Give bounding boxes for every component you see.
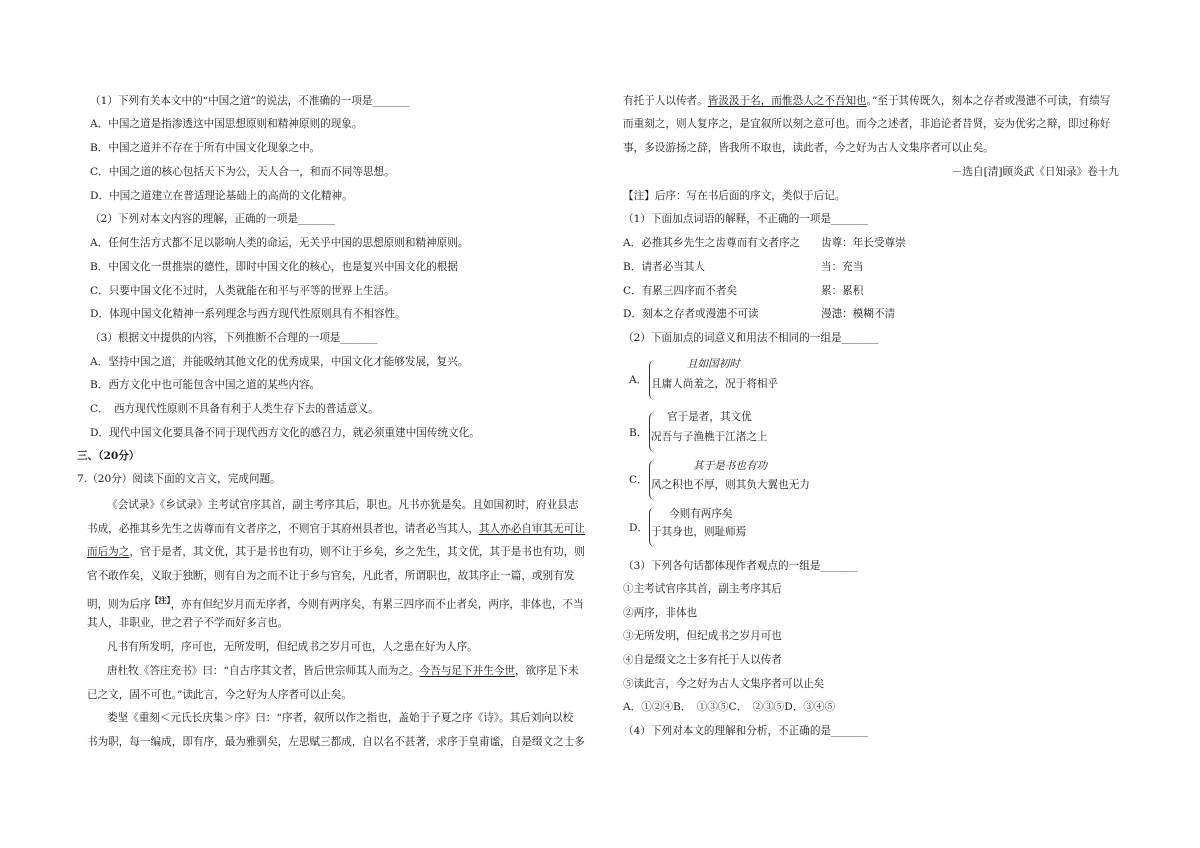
passage-line: 而后为之，官于是者，其文优，其于是书也有功，则不让于乡矣，乡之先生，其文优，其于是书也有功，则	[87, 546, 585, 558]
q1-option-a: A．中国之道是指渗透这中国思想原则和精神原则的现象。	[90, 118, 363, 130]
q3-stem: （3）根据文中提供的内容，下列推断不合理的一项是_______	[90, 332, 378, 344]
q7-stem: 7.（20分）阅读下面的文言文，完成问题。	[77, 473, 281, 485]
q3-option-d: D．现代中国文化要具备不同于现代西方文化的感召力，就必须重建中国传统文化。	[90, 427, 480, 439]
q1-option-d: D．中国之道建立在普适理论基础上的高尚的文化精神。	[90, 190, 353, 202]
q1-option-c: C．中国之道的核心包括天下为公，天人合一，和而不同等思想。	[90, 166, 395, 178]
rq2-option-b-label: B．	[629, 427, 648, 439]
rq2-option-c-label: C．	[629, 474, 648, 486]
underlined-sentence: 皆汲汲于名，而惟恐人之不吾知也	[707, 95, 867, 107]
q2-option-d: D．体现中国文化精神一系列理念与西方现代性原则具有不相容性。	[90, 308, 406, 320]
section-heading: 三、（20分）	[77, 450, 140, 462]
rq3-item-5: ⑤读此言，今之好为古人文集序者可以止矣	[623, 678, 825, 690]
rq4-stem: （4）下列对本文的理解和分析，不正确的是_______	[623, 725, 869, 737]
rq3-item-3: ③无所发明，但纪成书之岁月可也	[623, 630, 782, 642]
rq3-item-2: ②两序，非体也	[623, 607, 698, 619]
rq1-option-c: C．有累三四序而不者矣	[623, 285, 738, 297]
rq2-stem: （2）下面加点的词意义和用法不相同的一组是_______	[623, 332, 879, 344]
passage-line: 书为职，每一编成，即有序，最为雅驯矣，左思赋三都成，自以名不甚著，求序于皇甫谧，自是缀文之士多	[87, 736, 585, 748]
q2-option-c: C．只要中国文化不过时，人类就能在和平与平等的世界上生活。	[90, 285, 395, 297]
q2-option-b: B．中国文化一贯推崇的德性，即时中国文化的核心，也是复兴中国文化的根据	[90, 261, 458, 273]
rq2-option-a-bottom: 且庸人尚羞之，况于将相乎	[651, 378, 779, 390]
rq2-option-a-top: 且如国初时	[687, 358, 740, 370]
passage-line: 而重刻之，则人复序之，是宜叙所以刻之意可也。而今之述者，非追论者昔贤，妄为优劣之辩，即过称好	[623, 118, 1111, 130]
rq2-option-c-top: 其于是书也有功	[693, 460, 768, 472]
q2-option-a: A．任何生活方式都不足以影响人类的命运，无关乎中国的思想原则和精神原则。	[90, 237, 469, 249]
rq1-option-a: A．必推其乡先生之齿尊而有文者序之	[623, 237, 801, 249]
rq2-option-c-bottom: 风之积也不厚，则其负大翼也无力	[651, 479, 810, 491]
underlined-sentence: 其人亦必自审其无可让	[478, 523, 585, 535]
rq3-item-1: ①主考试官序其首，副主考序其后	[623, 583, 782, 595]
rq3-stem: （3）下列各句话都体现作者观点的一组是_______	[623, 560, 858, 572]
rq1-option-d-gloss: 漫漶：模糊不清	[821, 308, 896, 320]
rq1-option-a-gloss: 齿尊：年长受尊崇	[821, 237, 906, 249]
passage-line: 娄坚《重刻＜元氏长庆集＞序》曰：“序者，叙所以作之指也，盖始于子夏之序《诗》。其后刘向以校	[107, 712, 574, 724]
underlined-sentence: 今吾与足下并生今世	[419, 665, 515, 677]
passage-line: 明，则为后序$^{【注】}$，亦有但纪岁月而无序者，今则有两序矣，有累三四序而不止者矣，两序，非体也，不当	[87, 595, 584, 611]
rq2-option-a-label: A．	[629, 374, 648, 386]
rq1-option-d: D．刻本之存者或漫漶不可读	[623, 308, 759, 320]
rq2-option-d-label: D．	[629, 522, 649, 534]
rq2-option-d-top: 今则有两序矣	[669, 508, 733, 520]
footnote: 【注】后序：写在书后面的序文，类似于后记。	[623, 190, 846, 202]
passage-line: 其人，非职业，世之君子不学而好多言也。	[87, 617, 289, 629]
q3-option-c: C． 西方现代性原则不具备有利于人类生存下去的普适意义。	[90, 403, 379, 415]
passage-line: 已之文，固不可也。”读此言，今之好为人序者可以止矣。	[87, 689, 352, 701]
q2-stem: （2）下列对本文内容的理解，正确的一项是_______	[90, 213, 336, 225]
rq3-answer-options: A．①②④B． ①③⑤C． ②③⑤D．③④⑤	[623, 701, 836, 713]
underlined-sentence: 而后为之	[87, 546, 130, 558]
q1-stem: （1）下列有关本文中的“中国之道”的说法，不准确的一项是_______	[90, 95, 410, 107]
rq1-option-c-gloss: 累：累积	[821, 285, 864, 297]
q3-option-a: A．坚持中国之道，并能吸纳其他文化的优秀成果，中国文化才能够发展，复兴。	[90, 356, 469, 368]
rq2-option-d-bottom: 于其身也，则耻师焉	[651, 526, 747, 538]
note-marker: 【注】	[150, 595, 171, 605]
passage-line: 官不敢作矣，义取于独断，则有自为之而不让于乡与官矣，凡此者，所谓职也，故其序止一篇，或别有发	[87, 570, 575, 582]
rq2-option-b-bottom: 况吾与子渔樵于江渚之上	[651, 431, 768, 443]
passage-line: 有托于人以传者。皆汲汲于名，而惟恐人之不吾知也。”至于其传既久，刻本之存者或漫漶不可读，有绩写	[623, 95, 1111, 107]
q1-option-b: B．中国之道并不存在于所有中国文化现象之中。	[90, 142, 321, 154]
rq1-stem: （1）下面加点词语的解释，不正确的一项是_______	[623, 213, 869, 225]
source-citation: －选自[清]顾炎武《日知录》卷十九	[951, 166, 1119, 178]
rq1-option-b: B．请者必当其人	[623, 261, 705, 273]
rq1-option-b-gloss: 当：充当	[821, 261, 864, 273]
passage-line: 唐杜牧《答庄充书》曰：“自古序其文者，皆后世宗师其人而为之。今吾与足下并生今世，欲序足下未	[107, 665, 579, 677]
passage-line: 凡书有所发明，序可也，无所发明，但纪成书之岁月可也，人之患在好为人序。	[107, 641, 478, 653]
rq2-option-b-top: 官于是者，其文优	[667, 411, 752, 423]
passage-line: 事，多设游扬之辞，皆我所不取也，读此者，今之好为古人文集序者可以止矣。	[623, 142, 994, 154]
passage-line: 书成，必推其乡先生之齿尊而有文者序之，不则官于其府州县者也，请者必当其人，其人亦必自审其无可让	[87, 523, 585, 535]
q3-option-b: B．西方文化中也可能包含中国之道的某些内容。	[90, 379, 321, 391]
rq3-item-4: ④自是缀文之士多有托于人以传者	[623, 654, 782, 666]
passage-line: 《会试录》《乡试录》主考试官序其首，副主考序其后，职也。凡书亦犹是矣。且如国初时，府业县志	[107, 499, 579, 511]
